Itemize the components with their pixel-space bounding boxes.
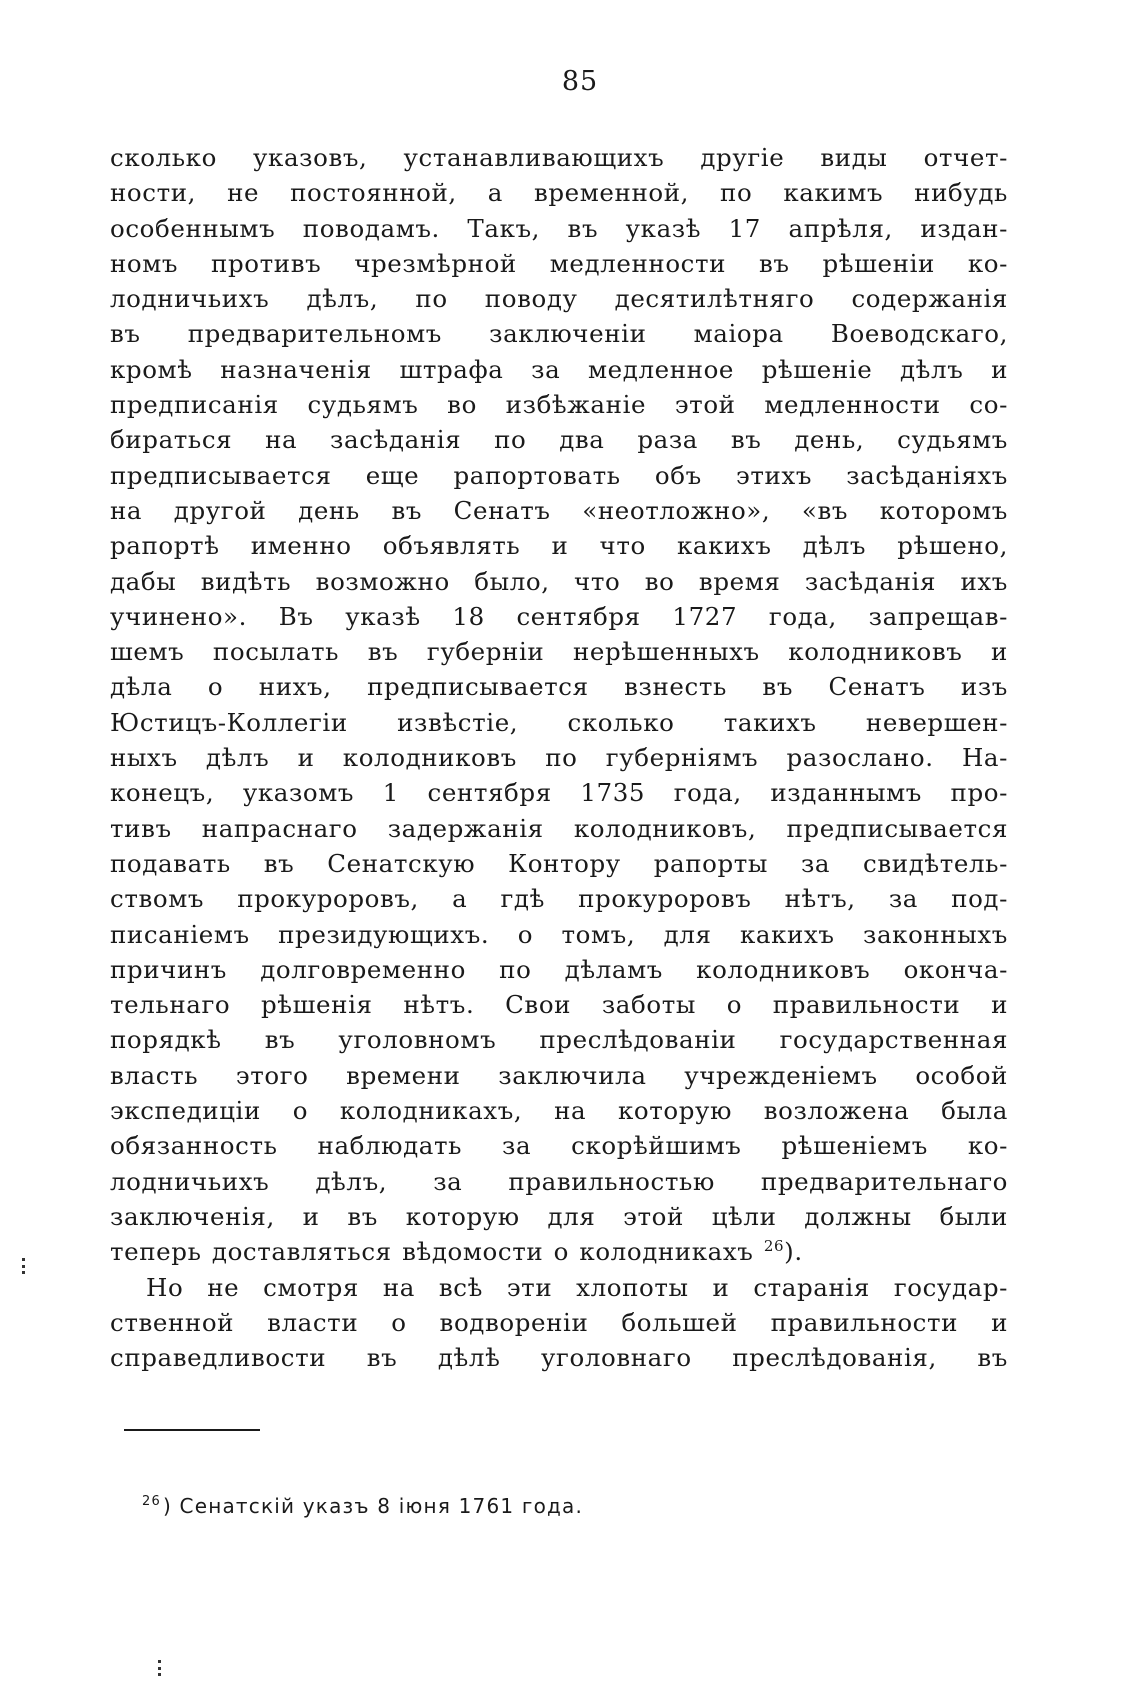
footnote-reference: 26 — [763, 1237, 785, 1256]
footnote-mark: 26 — [142, 1494, 161, 1510]
text-line: тельнаго рѣшенія нѣтъ. Свои заботы о правильности и — [110, 990, 1008, 1020]
text-line: бираться на засѣданія по два раза въ день, судьямъ — [110, 425, 1008, 455]
text-line: экспедиціи о колодникахъ, на которую возложена была — [110, 1096, 1008, 1126]
text-line: шемъ посылать въ губерніи нерѣшенныхъ колодниковъ и — [110, 637, 1008, 667]
text-line: номъ противъ чрезмѣрной медленности въ рѣшеніи ко- — [110, 248, 1008, 278]
footnote-reference-close: ). — [784, 1237, 803, 1267]
text-line: конецъ, указомъ 1 сентября 1735 года, изданнымъ про- — [110, 778, 1008, 808]
text-line: обязанность наблюдать за скорѣйшимъ рѣшеніемъ ко- — [110, 1131, 1008, 1161]
text-line: предписывается еще рапортовать объ этихъ засѣданіяхъ — [110, 460, 1008, 490]
text-line: ности, не постоянной, а временной, по какимъ нибудь — [110, 178, 1008, 208]
text-line: тивъ напраснаго задержанія колодниковъ, предписывается — [110, 813, 1008, 843]
text-line: ныхъ дѣлъ и колодниковъ по губерніямъ разослано. На- — [110, 743, 1008, 773]
text-line: Юстицъ-Коллегіи извѣстіе, сколько такихъ невершен- — [110, 707, 1008, 737]
footnote-text: Сенатскій указъ 8 іюня 1761 года. — [179, 1494, 584, 1518]
text-line-content: теперь доставляться вѣдомости о колодникахъ — [110, 1237, 754, 1267]
text-line: учинено». Въ указѣ 18 сентября 1727 года, запрещав- — [110, 601, 1008, 631]
main-text — [110, 140, 1008, 1375]
text-line: лодничьихъ дѣлъ, за правильностью предварительнаго — [110, 1166, 1008, 1196]
text-line: лодничьихъ дѣлъ, по поводу десятилѣтняго содержанія — [110, 284, 1008, 314]
text-line: порядкѣ въ уголовномъ преслѣдованіи государственная — [110, 1025, 1008, 1055]
margin-speck-mark — [22, 1258, 28, 1274]
text-line: на другой день въ Сенатъ «неотложно», «въ которомъ — [110, 495, 1008, 525]
paragraph-line: справедливости въ дѣлѣ уголовнаго преслѣдованія, въ — [110, 1343, 1008, 1373]
text-line: дабы видѣть возможно было, что во время засѣданія ихъ — [110, 566, 1008, 596]
paragraph-line: ственной власти о водвореніи большей правильности и — [110, 1307, 1008, 1337]
text-line: предписанія судьямъ во избѣжаніе этой медленности со- — [110, 390, 1008, 420]
text-line-with-footnote — [110, 1234, 1008, 1269]
margin-speck-mark — [158, 1660, 164, 1676]
text-line: подавать въ Сенатскую Контору рапорты за свидѣтель- — [110, 848, 1008, 878]
text-line: ствомъ прокуроровъ, а гдѣ прокуроровъ нѣтъ, за под- — [110, 884, 1008, 914]
text-line: особеннымъ поводамъ. Такъ, въ указѣ 17 апрѣля, издан- — [110, 213, 1008, 243]
text-line: кромѣ назначенія штрафа за медленное рѣшеніе дѣлъ и — [110, 354, 1008, 384]
text-line: заключенія, и въ которую для этой цѣли должны были — [110, 1201, 1008, 1231]
footnote-divider — [124, 1429, 260, 1431]
text-line: дѣла о нихъ, предписывается взнесть въ Сенатъ изъ — [110, 672, 1008, 702]
text-line: причинъ долговременно по дѣламъ колодниковъ оконча- — [110, 954, 1008, 984]
page-number: 85 — [561, 66, 599, 97]
text-line: писаніемъ президующихъ. о томъ, для какихъ законныхъ — [110, 919, 1008, 949]
text-line: сколько указовъ, устанавливающихъ другіе виды отчет- — [110, 143, 1008, 172]
footnote — [142, 1494, 583, 1518]
text-line: въ предварительномъ заключеніи маіора Воеводскаго, — [110, 319, 1008, 349]
footnote-mark-close: ) — [162, 1494, 172, 1518]
text-line: рапортѣ именно объявлять и что какихъ дѣлъ рѣшено, — [110, 531, 1008, 561]
paragraph-line: Но не смотря на всѣ эти хлопоты и старанія государ- — [146, 1272, 1008, 1302]
text-line: власть этого времени заключила учрежденіемъ особой — [110, 1060, 1008, 1090]
